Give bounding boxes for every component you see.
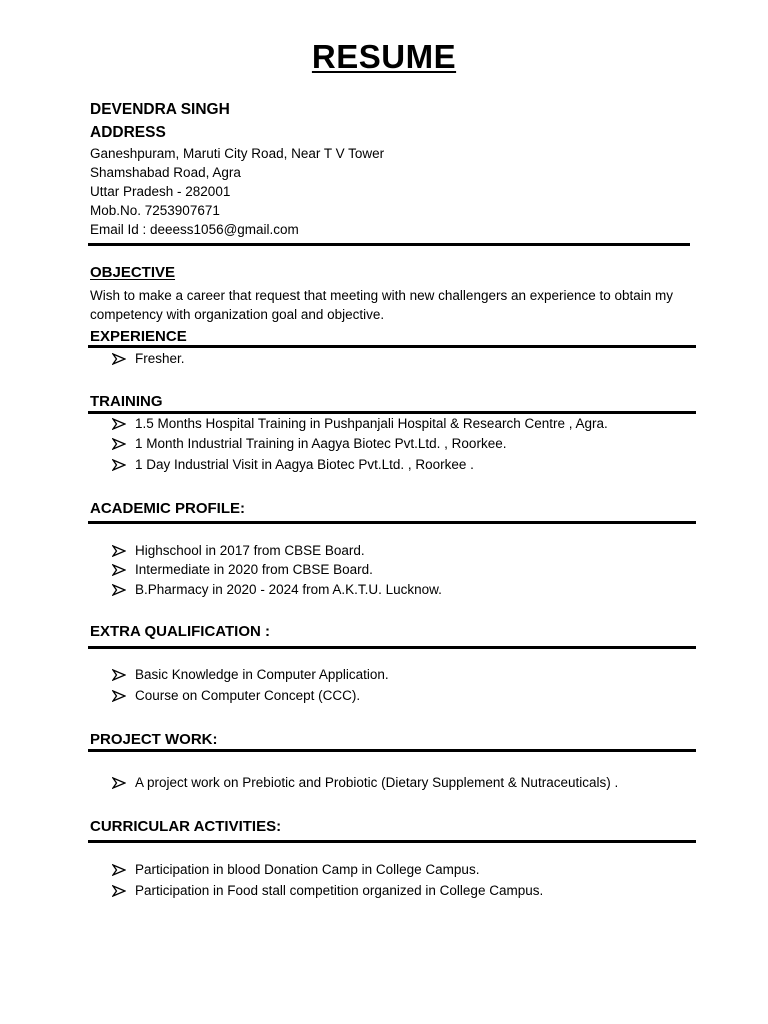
experience-item-text: Fresher. [135, 351, 185, 366]
contact-divider [88, 243, 690, 246]
arrow-bullet-icon [112, 584, 126, 596]
address-heading: ADDRESS [90, 124, 166, 141]
curricular-item [112, 862, 479, 877]
project-item-text: A project work on Prebiotic and Probiotic (Dietary Supplement & Nutraceuticals) . [135, 775, 619, 790]
address-line-1: Ganeshpuram, Maruti City Road, Near T V Tower [90, 146, 385, 161]
arrow-bullet-icon [112, 353, 126, 365]
email-address: Email Id : deeess1056@gmail.com [90, 222, 299, 237]
arrow-bullet-icon [112, 438, 126, 450]
extra-qualification-divider [88, 646, 696, 649]
experience-heading: EXPERIENCE [90, 328, 187, 345]
academic-item [112, 543, 365, 558]
arrow-bullet-icon [112, 459, 126, 471]
arrow-bullet-icon [112, 564, 126, 576]
arrow-bullet-icon [112, 885, 126, 897]
curricular-item [112, 883, 543, 898]
experience-item [112, 351, 185, 366]
extra-qualification-item [112, 688, 360, 703]
training-item-text: 1 Month Industrial Training in Aagya Biotec Pvt.Ltd. , Roorkee. [135, 436, 507, 451]
training-item [112, 416, 608, 431]
academic-item-text: B.Pharmacy in 2020 - 2024 from A.K.T.U. Lucknow. [135, 582, 442, 597]
arrow-bullet-icon [112, 690, 126, 702]
page-title: RESUME [311, 38, 457, 75]
curricular-item-text: Participation in blood Donation Camp in College Campus. [135, 862, 480, 877]
curricular-heading: CURRICULAR ACTIVITIES: [90, 818, 282, 835]
training-item [112, 436, 506, 451]
experience-divider [88, 345, 696, 348]
training-heading: TRAINING [90, 393, 163, 410]
project-divider [88, 749, 696, 752]
training-item [112, 457, 474, 472]
academic-item-text: Highschool in 2017 from CBSE Board. [135, 543, 365, 558]
arrow-bullet-icon [112, 777, 126, 789]
objective-text: Wish to make a career that request that meeting with new challengers an experience to obtain my competency with organization goal and objective. [90, 288, 674, 322]
curricular-item-text: Participation in Food stall competition organized in College Campus. [135, 883, 544, 898]
phone-number: Mob.No. 7253907671 [90, 203, 220, 218]
address-line-2: Shamshabad Road, Agra [90, 165, 241, 180]
objective-heading: OBJECTIVE [90, 264, 176, 281]
address-line-3: Uttar Pradesh - 282001 [90, 184, 231, 199]
extra-qualification-item-text: Course on Computer Concept (CCC). [135, 688, 361, 703]
arrow-bullet-icon [112, 669, 126, 681]
academic-item [112, 582, 442, 597]
training-item-text: 1 Day Industrial Visit in Aagya Biotec Pvt.Ltd. , Roorkee . [135, 457, 474, 472]
arrow-bullet-icon [112, 864, 126, 876]
extra-qualification-item-text: Basic Knowledge in Computer Application. [135, 667, 389, 682]
extra-qualification-item [112, 667, 389, 682]
project-heading: PROJECT WORK: [90, 731, 218, 748]
academic-item-text: Intermediate in 2020 from CBSE Board. [135, 562, 373, 577]
academic-divider [88, 521, 696, 524]
curricular-divider [88, 840, 696, 843]
arrow-bullet-icon [112, 545, 126, 557]
project-item [112, 775, 618, 790]
academic-heading: ACADEMIC PROFILE: [90, 500, 245, 517]
extra-qualification-heading: EXTRA QUALIFICATION : [90, 623, 270, 640]
candidate-name: DEVENDRA SINGH [90, 101, 230, 118]
training-divider [88, 411, 696, 414]
training-item-text: 1.5 Months Hospital Training in Pushpanjali Hospital & Research Centre , Agra. [135, 416, 608, 431]
academic-item [112, 562, 373, 577]
arrow-bullet-icon [112, 418, 126, 430]
